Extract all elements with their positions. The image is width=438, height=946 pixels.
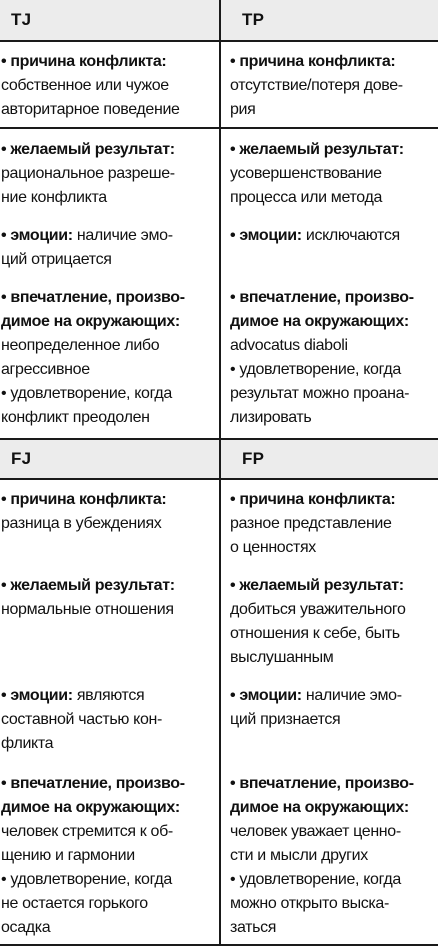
fp-cause-line1: разное представление <box>230 515 392 532</box>
tj-cause <box>1 50 217 122</box>
tp-result-line1: усовершенствование <box>230 165 382 182</box>
fj-impression-line1: • впечатление, произво- <box>1 775 185 792</box>
fp-result-line1: добиться уважительного <box>230 601 406 618</box>
fp-impression-line2: димое на окружающих: <box>230 799 409 816</box>
fp-emotions-line1: наличие эмо- <box>301 687 402 704</box>
fp-impression-line4: сти и мысли других <box>230 847 368 864</box>
header-tp: TP <box>242 10 265 29</box>
tp-result-label: • желаемый результат: <box>230 141 404 158</box>
tp-cause-label: • причина конфликта: <box>230 53 396 70</box>
tp-impression-line3: advocatus diaboli <box>230 337 348 354</box>
tj-result-line1: рациональное разреше- <box>1 165 175 182</box>
fp-emotions-label: • эмоции: <box>230 687 302 704</box>
tp-emotions-line1: исключаются <box>301 227 400 244</box>
tj-emotions-label: • эмоции: <box>1 227 73 244</box>
tp-impression-line2: димое на окружающих: <box>230 313 409 330</box>
tp-satisfaction-line3: лизировать <box>230 409 312 426</box>
tp-impression <box>230 286 436 430</box>
tj-impression <box>1 286 217 430</box>
header-fj: FJ <box>11 449 32 468</box>
fp-impression-line3: человек уважает ценно- <box>230 823 401 840</box>
fp-impression <box>230 772 436 940</box>
fp-result-label: • желаемый результат: <box>230 577 404 594</box>
tj-emotions-line1: наличие эмо- <box>72 227 173 244</box>
column-divider <box>219 0 221 946</box>
header-fp: FP <box>242 449 265 468</box>
fp-cause-label: • причина конфликта: <box>230 491 396 508</box>
fj-cause-label: • причина конфликта: <box>1 491 167 508</box>
fj-emotions-line2: составной частью кон- <box>1 711 162 728</box>
tj-impression-line3: неопределенное либо <box>1 337 160 354</box>
fp-cause-line2: о ценностях <box>230 539 316 556</box>
fj-satisfaction-line1: • удовлетворение, когда <box>1 871 172 888</box>
tp-emotions <box>230 224 436 248</box>
fp-satisfaction-line3: заться <box>230 919 277 936</box>
fp-cause <box>230 488 436 560</box>
fj-emotions-line1: являются <box>72 687 145 704</box>
tj-cause-line1: собственное или чужое <box>1 77 169 94</box>
tj-impression-line1: • впечатление, произво- <box>1 289 185 306</box>
tj-impression-line4: агрессивное <box>1 361 90 378</box>
tp-result-line2: процесса или метода <box>230 189 382 206</box>
tj-emotions <box>1 224 217 272</box>
tj-cause-label: • причина конфликта: <box>1 53 167 70</box>
tj-cause-line2: авторитарное поведение <box>1 101 180 118</box>
tj-satisfaction-line1: • удовлетворение, когда <box>1 385 172 402</box>
fp-emotions-line2: ций признается <box>230 711 341 728</box>
tp-result <box>230 138 436 210</box>
fj-impression-line4: щению и гармонии <box>1 847 135 864</box>
tj-impression-line2: димое на окружающих: <box>1 313 180 330</box>
fp-result-line2: отношения к себе, быть <box>230 625 400 642</box>
tj-emotions-line2: ций отрицается <box>1 251 112 268</box>
fp-impression-line1: • впечатление, произво- <box>230 775 414 792</box>
fp-result <box>230 574 436 670</box>
tp-satisfaction-line2: результат можно проана- <box>230 385 410 402</box>
fj-cause <box>1 488 217 536</box>
fj-satisfaction-line2: не остается горького <box>1 895 148 912</box>
fp-satisfaction-line2: можно открыто выска- <box>230 895 389 912</box>
fj-emotions <box>1 684 217 756</box>
fp-emotions <box>230 684 436 732</box>
tp-cause-line1: отсутствие/потеря дове- <box>230 77 403 94</box>
fj-result-label: • желаемый результат: <box>1 577 175 594</box>
fj-cause-line1: разница в убеждениях <box>1 515 162 532</box>
tj-satisfaction-line2: конфликт преодолен <box>1 409 150 426</box>
fj-result <box>1 574 217 622</box>
tp-cause-line2: рия <box>230 101 256 118</box>
tj-result-label: • желаемый результат: <box>1 141 175 158</box>
fp-result-line3: выслушанным <box>230 649 334 666</box>
tp-cause <box>230 50 436 122</box>
fj-emotions-line3: фликта <box>1 735 54 752</box>
tj-result-line2: ние конфликта <box>1 189 107 206</box>
fj-result-line1: нормальные отношения <box>1 601 174 618</box>
row-divider-top <box>0 127 438 129</box>
tj-result <box>1 138 217 210</box>
fj-satisfaction-line3: осадка <box>1 919 51 936</box>
fj-impression-line3: человек стремится к об- <box>1 823 173 840</box>
tp-impression-line1: • впечатление, произво- <box>230 289 414 306</box>
fj-impression-line2: димое на окружающих: <box>1 799 180 816</box>
tp-satisfaction-line1: • удовлетворение, когда <box>230 361 401 378</box>
header-tj: TJ <box>11 10 32 29</box>
tp-emotions-label: • эмоции: <box>230 227 302 244</box>
fj-impression <box>1 772 217 940</box>
fj-emotions-label: • эмоции: <box>1 687 73 704</box>
fp-satisfaction-line1: • удовлетворение, когда <box>230 871 401 888</box>
